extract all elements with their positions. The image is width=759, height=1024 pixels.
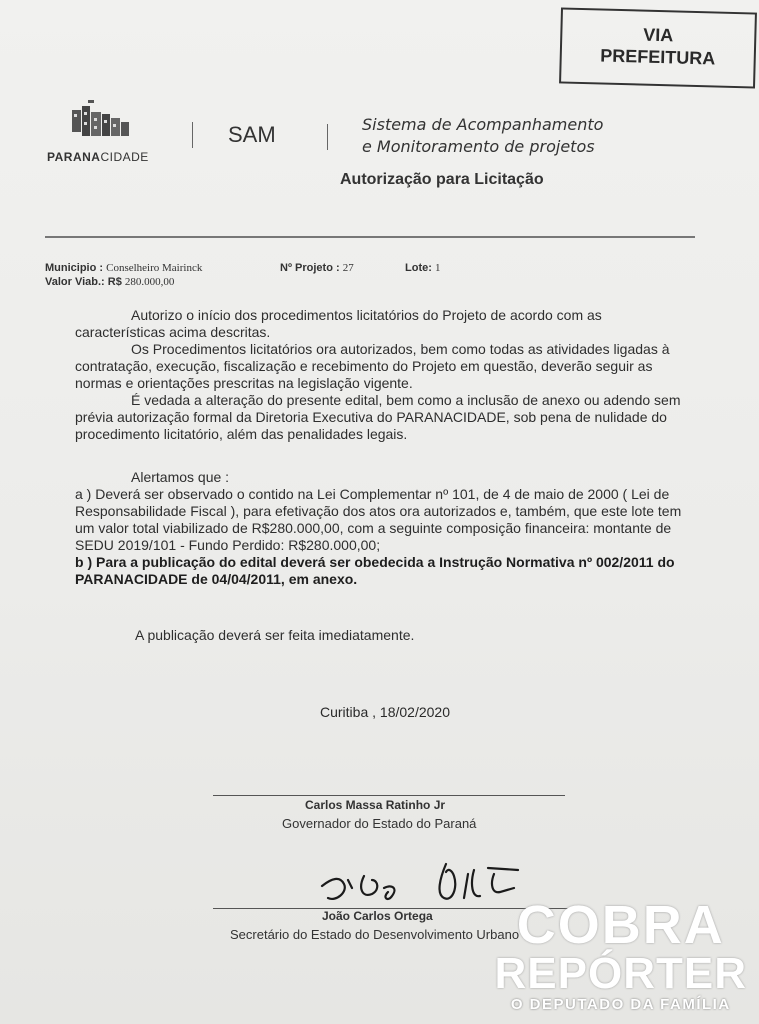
projeto-field: Nº Projeto : 27 [280,262,354,274]
municipio-field: Municipio : Conselheiro Mairinck [45,262,203,274]
publication-note: A publicação deverá ser feita imediatamente. [135,627,415,643]
paragraph-prohibition: É vedada a alteração do presente edital, bem como a inclusão de anexo ou adendo sem prévia autorização formal da Diretoria Executiva do PARANACIDADE, sob pena de nulidade do procedimento licitatório, além das penalidades legais. [75,392,681,442]
valor-field: Valor Viab.: R$ 280.000,00 [45,276,175,288]
alert-intro: Alertamos que : [131,469,230,485]
document-title: Autorização para Licitação [340,171,544,188]
stamp-line-1: VIA [643,24,674,46]
signer-role: Secretário do Estado do Desenvolvimento Urbano [230,927,520,942]
paragraph-procedures: Os Procedimentos licitatórios ora autorizados, bem como todas as atividades ligadas à contratação, execução, fiscalização e recebimento do Projeto em questão, deverão seguir as normas e orientações prescritas na legislação vigente. [75,341,670,391]
signer-role: Governador do Estado do Paraná [282,816,477,831]
system-abbreviation: SAM [228,122,276,147]
cobra-reporter-watermark [494,895,747,1014]
stamp-line-2: PREFEITURA [600,45,716,69]
signer-name: João Carlos Ortega [322,909,433,923]
via-prefeitura-stamp [559,7,757,88]
alerts-section [75,469,695,588]
paranacidade-logo-text: PARANACIDADE [47,150,149,164]
header-divider [327,124,328,150]
alert-item-a: a ) Deverá ser observado o contido na Lei Complementar nº 101, de 4 de maio de 2000 ( Lei de Responsabilidade Fiscal ), para efetivação dos atos ora autorizados e, também, que este lote tem um valor total viabilizado de R$280.000,00, com a seguinte composição financeira: montante de SEDU 2019/101 - Fundo Perdido: R$280.000,00; [75,486,682,553]
authorization-text [75,307,695,443]
paragraph-authorize: Autorizo o início dos procedimentos licitatórios do Projeto de acordo com as características acima descritas. [75,307,602,340]
lote-field: Lote: 1 [405,262,441,274]
watermark-line-2: REPÓRTER [494,949,747,998]
watermark-line-1: COBRA [516,895,725,955]
alert-item-b: b ) Para a publicação do edital deverá ser obedecida a Instrução Normativa nº 002/2011 do PARANACIDADE de 04/04/2011, em anexo. [75,554,675,587]
header-rule [45,236,695,238]
signer-name: Carlos Massa Ratinho Jr [305,798,446,812]
signature-line [213,795,565,796]
paranacidade-logo-icon [66,100,132,146]
place-date: Curitiba , 18/02/2020 [320,704,450,720]
watermark-line-3: O DEPUTADO DA FAMÍLIA [510,996,731,1013]
header-divider [192,122,193,148]
system-description: Sistema de Acompanhamento e Monitoramento de projetos [362,115,604,156]
